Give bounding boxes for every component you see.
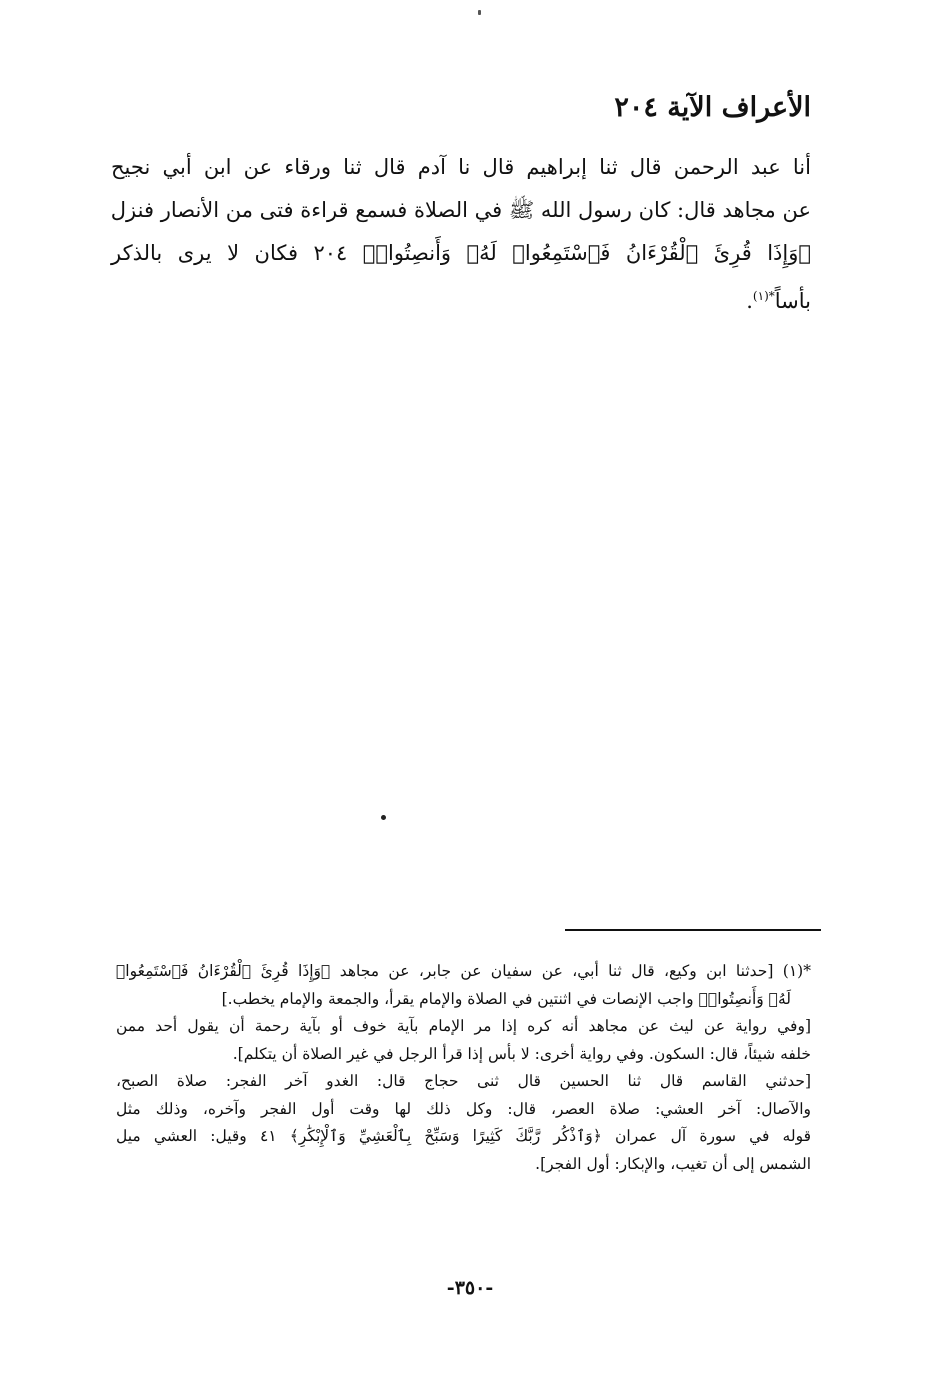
footnote-text: [حدثنا ابن وكيع، قال ثنا أبي، عن سفيان عن جابر، عن مجاهد [339,962,774,980]
main-line: أنا عبد الرحمن قال ثنا إبراهيم قال نا آدم قال ثنا ورقاء عن ابن أبي نجيح [111,155,811,179]
scan-dot [381,815,386,820]
quran-verse: لَهُۥ وَأَنصِتُوا۟﴾ [698,989,791,1008]
footnote-text: ٤١ وقيل: العشي ميل [116,1127,277,1145]
footnote-line: [حدثني القاسم قال ثنا الحسين قال ثنى حجاج قال: الغدو آخر الفجر: صلاة الصبح، [116,1072,811,1090]
footnote-marker: *(١) [782,962,811,980]
footnote-line [116,986,811,1014]
footnote-line: خلفه شيئاً، قال: السكون. وفي رواية أخرى: لا بأس إذا قرأ الرجل في غير الصلاة أن يتكلم]. [232,1044,811,1063]
footnote-line [116,1123,811,1151]
footnote-text: قوله في سورة آل عمران [615,1127,811,1145]
quran-verse: ﴿وَٱذْكُر رَّبَّكَ كَثِيرًا وَسَبِّحْ بِٱلْعَشِيِّ وَٱلْإِبْكَٰرِ﴾ [289,1127,602,1145]
footnote-text: واجب الإنصات في اثنتين في الصلاة والإمام يقرأ، والجمعة والإمام يخطب.] [221,989,694,1008]
main-line-text: بأساً [774,289,811,313]
footnotes-block [116,958,811,1178]
quran-verse: ﴿وَإِذَا قُرِئَ ٱلْقُرْءَانُ فَٱسْتَمِعُوا۟ لَهُۥ وَأَنصِتُوا۟﴾ [362,241,811,265]
footnote-reference: *(١) [752,289,775,303]
main-line: بأساً$^{*(١)}$. [746,289,811,313]
footnote-line: والآصال: آخر العشي: صلاة العصر، قال: وكل ذلك لها وقت أول الفجر وآخره، وذلك مثل [116,1099,811,1118]
quran-verse: ﴿وَإِذَا قُرِئَ ٱلْقُرْءَانُ فَٱسْتَمِعُوا۟ [116,962,331,980]
page-heading: الأعراف الآية ٢٠٤ [614,92,811,123]
footnote-line [116,958,811,986]
footnote-line: [وفي رواية عن ليث عن مجاهد أنه كره إذا مر الإمام بآية خوف أو بآية رحمة أن يقول أحد ممن [116,1017,811,1035]
ayah-number: ٢٠٤ [313,241,348,265]
footnote-separator [565,929,821,931]
main-line: عن مجاهد قال: كان رسول الله ﷺ في الصلاة فسمع قراءة فتى من الأنصار فنزل [110,198,811,222]
main-text-block [111,146,811,323]
scan-mark [478,10,481,15]
main-line-rest: فكان لا يرى بالذكر [111,241,298,265]
footnote-line: الشمس إلى أن تغيب، والإبكار: أول الفجر]. [535,1154,811,1173]
main-line-with-verse [111,232,811,275]
page-number: -٣٥٠- [446,1277,494,1299]
